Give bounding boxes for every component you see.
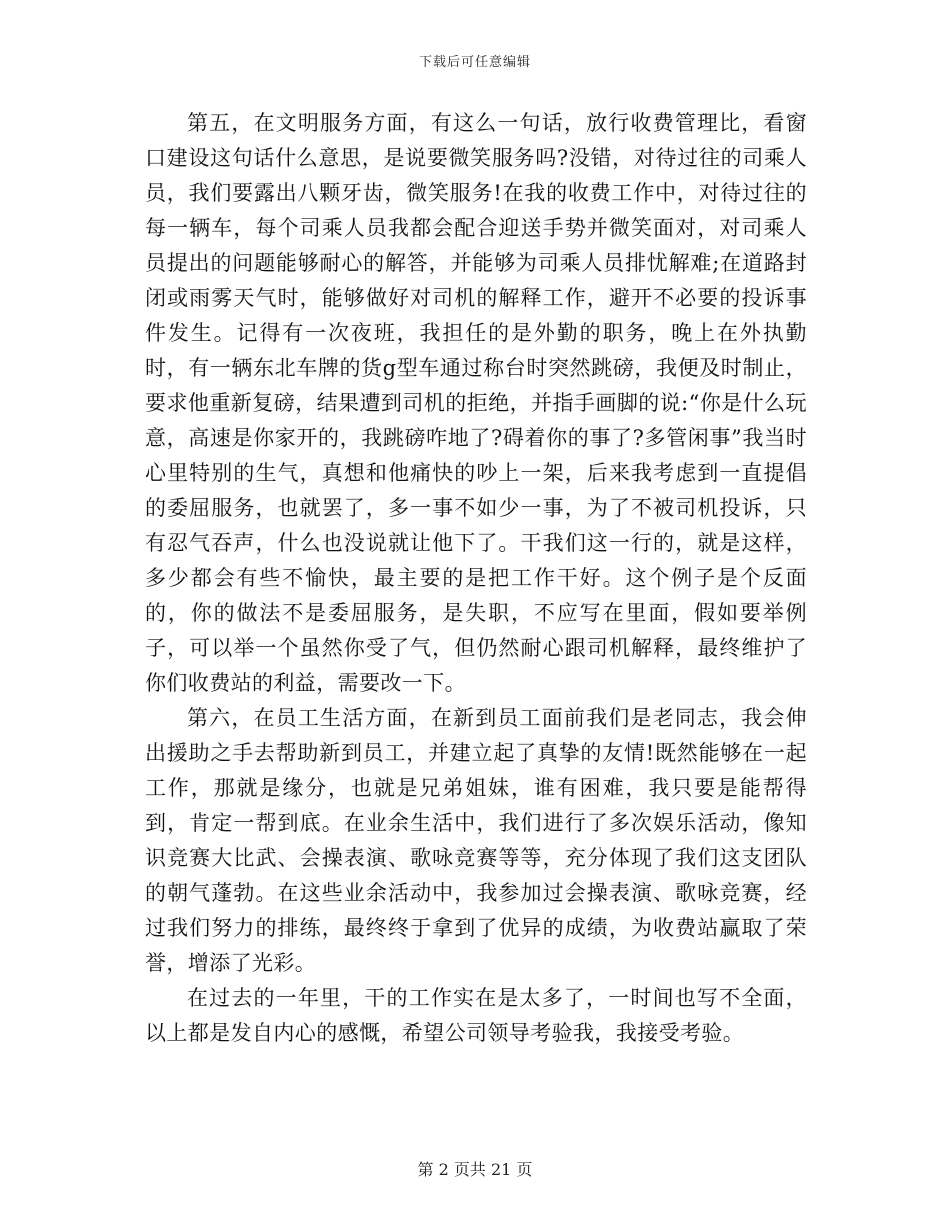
page-number: 第 2 页共 21 页 [417,1160,533,1179]
document-body [145,106,807,1051]
paragraph-civil-service: 第五，在文明服务方面，有这么一句话，放行收费管理比，看窗口建设这句话什么意思，是说要微笑服务吗?没错，对待过往的司乘人员，我们要露出八颗牙齿，微笑服务!在我的收费工作中，对待过往的每一辆车，每个司乘人员我都会配合迎送手势并微笑面对，对司乘人员提出的问题能够耐心的解答，并能够为司乘人员排忧解难;在道路封闭或雨雾天气时，能够做好对司机的解释工作，避开不必要的投诉事件发生。记得有一次夜班，我担任的是外勤的职务，晚上在外执勤时，有一辆东北车牌的货g型车通过称台时突然跳磅，我便及时制止，要求他重新复磅，结果遭到司机的拒绝，并指手画脚的说:“你是什么玩意，高速是你家开的，我跳磅咋地了?碍着你的事了?多管闲事”我当时心里特别的生气，真想和他痛快的吵上一架，后来我考虑到一直提倡的委屈服务，也就罢了，多一事不如少一事，为了不被司机投诉，只有忍气吞声，什么也没说就让他下了。干我们这一行的，就是这样，多少都会有些不愉快，最主要的是把工作干好。这个例子是个反面的，你的做法不是委屈服务，是失职，不应写在里面，假如要举例子，可以举一个虽然你受了气，但仍然耐心跟司机解释，最终维护了你们收费站的利益，需要改一下。 [145,111,807,695]
paragraph-staff-life: 第六，在员工生活方面，在新到员工面前我们是老同志，我会伸出援助之手去帮助新到员工，并建立起了真挚的友情!既然能够在一起工作，那就是缘分，也就是兄弟姐妹，谁有困难，我只要是能帮得到，肯定一帮到底。在业余生活中，我们进行了多次娱乐活动，像知识竞赛大比武、会操表演、歌咏竞赛等等，充分体现了我们这支团队的朝气蓬勃。在这些业余活动中，我参加过会操表演、歌咏竞赛，经过我们努力的排练，最终终于拿到了优异的成绩，为收费站赢取了荣誉，增添了光彩。 [145,706,807,975]
paragraph-conclusion: 在过去的一年里，干的工作实在是太多了，一时间也写不全面，以上都是发自内心的感慨，希望公司领导考验我，我接受考验。 [145,986,807,1045]
page-header: 下载后可任意编辑 [418,55,531,70]
